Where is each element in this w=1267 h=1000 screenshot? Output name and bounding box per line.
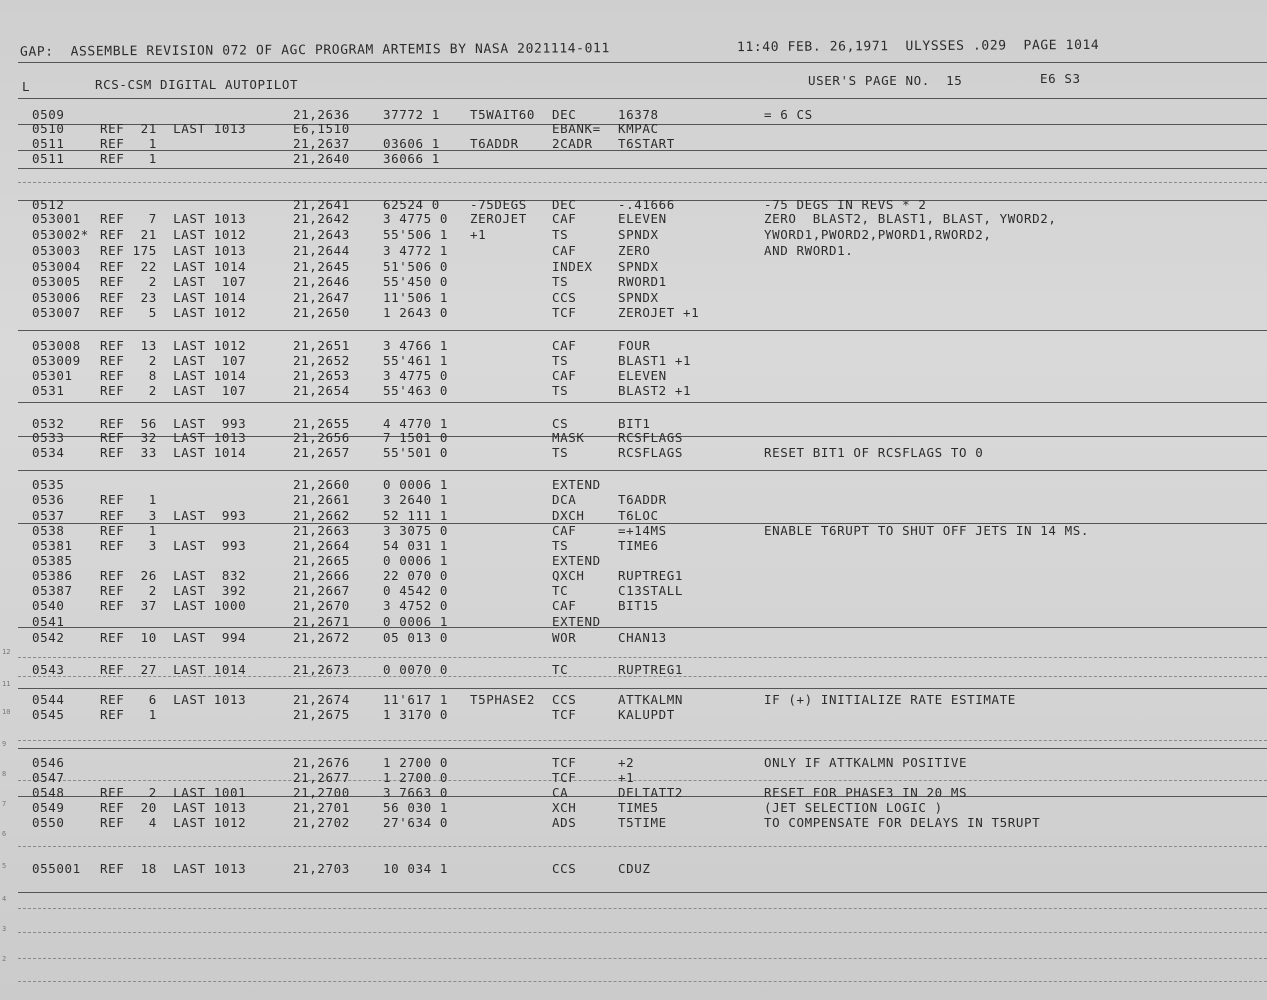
row-op: TS xyxy=(552,226,569,242)
row-operand: T6ADDR xyxy=(618,492,667,508)
row-op: QXCH xyxy=(552,568,585,584)
row-operand: RUPTREG1 xyxy=(618,568,684,584)
row-addr: 21,2666 xyxy=(293,568,350,584)
row-operand: SPNDX xyxy=(618,258,659,274)
row-addr: 21,2645 xyxy=(293,258,350,274)
row-addr: 21,2642 xyxy=(293,210,350,226)
row-word: 0 0006 1 xyxy=(383,477,449,493)
listing-timestamp: 11:40 FEB. 26,1971 ULYSSES .029 PAGE 1014 xyxy=(736,37,1100,56)
form-rule-dashed xyxy=(18,182,1267,183)
row-comment: = 6 CS xyxy=(764,107,813,122)
row-op: TC xyxy=(552,583,569,599)
row-addr: 21,2664 xyxy=(293,538,350,554)
row-line: 053007 xyxy=(32,304,81,320)
row-op: DXCH xyxy=(552,508,585,524)
row-ref: REF 1 xyxy=(100,492,157,508)
form-rule xyxy=(18,402,1267,403)
row-word: 11'617 1 xyxy=(383,692,449,708)
row-line: 0531 xyxy=(32,382,65,398)
row-addr: 21,2644 xyxy=(293,242,350,258)
row-operand: BIT15 xyxy=(618,598,659,614)
row-addr: 21,2672 xyxy=(293,630,350,646)
row-operand: T6LOC xyxy=(618,508,659,524)
form-rule-dashed xyxy=(18,908,1267,909)
row-operand: ELEVEN xyxy=(618,367,667,383)
row-word: 36066 1 xyxy=(383,150,440,166)
row-op: TCF xyxy=(552,304,577,320)
row-addr: 21,2701 xyxy=(293,799,350,815)
row-label: +1 xyxy=(470,226,487,242)
row-operand: RCSFLAGS xyxy=(618,445,684,461)
row-line: 0548 xyxy=(32,784,65,800)
row-line: 0533 xyxy=(32,430,65,446)
row-op: INDEX xyxy=(552,258,593,274)
row-ref: REF 2 LAST 107 xyxy=(100,382,247,398)
row-operand: TIME5 xyxy=(618,799,659,815)
row-operand: C13STALL xyxy=(618,583,684,599)
row-operand: ATTKALMN xyxy=(618,692,684,708)
row-line: 053005 xyxy=(32,273,81,289)
row-word: 3 4775 0 xyxy=(383,210,449,226)
section-title: RCS-CSM DIGITAL AUTOPILOT xyxy=(95,77,299,92)
row-addr: 21,2661 xyxy=(293,492,350,508)
row-ref: REF 1 xyxy=(100,523,157,539)
row-line: 0537 xyxy=(32,508,65,524)
row-word: 10 034 1 xyxy=(383,860,449,876)
row-comment: ENABLE T6RUPT TO SHUT OFF JETS IN 14 MS. xyxy=(764,523,1090,539)
row-ref: REF 8 LAST 1014 xyxy=(100,367,247,383)
row-ref: REF 6 LAST 1013 xyxy=(100,692,247,708)
row-ref: REF 22 LAST 1014 xyxy=(100,258,247,274)
row-ref: REF 2 LAST 392 xyxy=(100,583,247,599)
row-op: CAF xyxy=(552,210,577,226)
row-line: 0509 xyxy=(32,107,65,122)
row-ref: REF 2 LAST 1001 xyxy=(100,784,247,800)
row-op: TC xyxy=(552,662,569,678)
row-ref: REF 10 LAST 994 xyxy=(100,630,247,646)
row-ref: REF 5 LAST 1012 xyxy=(100,304,247,320)
row-ref: REF 27 LAST 1014 xyxy=(100,662,247,678)
margin-number: 5 xyxy=(2,862,7,870)
margin-number: 6 xyxy=(2,830,7,838)
row-line: 053002* xyxy=(32,226,89,242)
margin-number: 9 xyxy=(2,740,7,748)
row-addr: 21,2702 xyxy=(293,814,350,830)
row-addr: 21,2703 xyxy=(293,860,350,876)
form-rule-dashed xyxy=(18,846,1267,847)
row-label: T6ADDR xyxy=(470,135,519,151)
margin-number: 7 xyxy=(2,800,7,808)
listing-title: GAP: ASSEMBLE REVISION 072 OF AGC PROGRAM ARTEMIS BY NASA 2021114-011 xyxy=(19,41,610,60)
margin-number: 4 xyxy=(2,895,7,903)
row-ref: REF 13 LAST 1012 xyxy=(100,337,247,353)
row-line: 0534 xyxy=(32,445,65,461)
row-comment: -75 DEGS IN REVS * 2 xyxy=(764,196,927,212)
row-line: 0510 xyxy=(32,120,65,136)
row-ref: REF 1 xyxy=(100,135,157,151)
row-addr: 21,2640 xyxy=(293,150,350,166)
row-word: 05 013 0 xyxy=(383,630,449,646)
row-addr: 21,2700 xyxy=(293,784,350,800)
row-ref: REF 2 LAST 107 xyxy=(100,273,247,289)
row-word: 56 030 1 xyxy=(383,799,449,815)
row-word: 0 4542 0 xyxy=(383,583,449,599)
row-ref: REF 56 LAST 993 xyxy=(100,415,247,431)
row-op: EBANK= xyxy=(552,120,601,136)
row-operand: +2 xyxy=(618,755,635,770)
row-ref: REF 2 LAST 107 xyxy=(100,352,247,368)
row-word: 27'634 0 xyxy=(383,814,449,830)
row-word: 4 4770 1 xyxy=(383,415,449,431)
row-word: 62524 0 xyxy=(383,196,440,212)
row-comment: RESET BIT1 OF RCSFLAGS TO 0 xyxy=(764,445,984,461)
row-line: 053008 xyxy=(32,337,81,353)
row-op: DEC xyxy=(552,196,577,212)
row-ref: REF 20 LAST 1013 xyxy=(100,799,247,815)
row-op: DCA xyxy=(552,492,577,508)
row-addr: 21,2675 xyxy=(293,707,350,723)
row-word: 3 4766 1 xyxy=(383,337,449,353)
row-op: TS xyxy=(552,273,569,289)
row-word: 3 4772 1 xyxy=(383,242,449,258)
row-op: 2CADR xyxy=(552,135,593,151)
row-line: 0550 xyxy=(32,814,65,830)
row-op: TS xyxy=(552,445,569,461)
row-operand: ELEVEN xyxy=(618,210,667,226)
row-addr: 21,2657 xyxy=(293,445,350,461)
form-rule xyxy=(18,330,1267,331)
row-op: CCS xyxy=(552,692,577,708)
row-word: 22 070 0 xyxy=(383,568,449,584)
row-label: -75DEGS xyxy=(470,196,527,212)
row-operand: DELTATT2 xyxy=(618,784,684,800)
row-operand: CDUZ xyxy=(618,860,651,876)
row-operand: BLAST1 +1 xyxy=(618,352,692,368)
row-line: 0535 xyxy=(32,477,65,493)
row-word: 1 2700 0 xyxy=(383,755,449,770)
row-addr: 21,2646 xyxy=(293,273,350,289)
row-addr: 21,2656 xyxy=(293,430,350,446)
form-rule xyxy=(18,892,1267,893)
row-operand: SPNDX xyxy=(618,226,659,242)
row-operand: SPNDX xyxy=(618,289,659,305)
section-code: L xyxy=(22,79,31,94)
row-operand: TIME6 xyxy=(618,538,659,554)
row-op: TCF xyxy=(552,707,577,723)
row-addr: 21,2667 xyxy=(293,583,350,599)
row-op: TCF xyxy=(552,769,577,785)
row-word: 0 0006 1 xyxy=(383,614,449,630)
row-addr: 21,2652 xyxy=(293,352,350,368)
row-ref: REF 1 xyxy=(100,150,157,166)
row-comment: IF (+) INITIALIZE RATE ESTIMATE xyxy=(764,692,1016,708)
row-addr: E6,1510 xyxy=(293,120,350,136)
row-addr: 21,2654 xyxy=(293,382,350,398)
row-ref: REF 175 LAST 1013 xyxy=(100,242,247,258)
row-ref: REF 18 LAST 1013 xyxy=(100,860,247,876)
row-word: 55'450 0 xyxy=(383,273,449,289)
row-comment: TO COMPENSATE FOR DELAYS IN T5RUPT xyxy=(764,814,1041,830)
row-word: 3 4752 0 xyxy=(383,598,449,614)
row-line: 05381 xyxy=(32,538,73,554)
margin-number: 12 xyxy=(2,648,11,656)
row-ref: REF 32 LAST 1013 xyxy=(100,430,247,446)
row-label: T5PHASE2 xyxy=(470,692,536,708)
row-ref: REF 1 xyxy=(100,707,157,723)
row-addr: 21,2660 xyxy=(293,477,350,493)
row-operand: CHAN13 xyxy=(618,630,667,646)
margin-number: 2 xyxy=(2,955,7,963)
row-ref: REF 21 LAST 1012 xyxy=(100,226,247,242)
row-line: 0532 xyxy=(32,415,65,431)
row-op: CAF xyxy=(552,598,577,614)
row-addr: 21,2655 xyxy=(293,415,350,431)
row-line: 0543 xyxy=(32,662,65,678)
row-line: 0511 xyxy=(32,135,65,151)
form-rule xyxy=(18,98,1267,99)
row-word: 1 2700 0 xyxy=(383,769,449,785)
margin-number: 8 xyxy=(2,770,7,778)
form-rule xyxy=(18,168,1267,169)
row-operand: 16378 xyxy=(618,107,659,122)
row-op: CCS xyxy=(552,289,577,305)
row-word: 3 4775 0 xyxy=(383,367,449,383)
row-line: 05385 xyxy=(32,553,73,569)
row-operand: T5TIME xyxy=(618,814,667,830)
form-rule-dashed xyxy=(18,981,1267,982)
row-line: 0544 xyxy=(32,692,65,708)
row-line: 053006 xyxy=(32,289,81,305)
row-line: 0536 xyxy=(32,492,65,508)
row-line: 0512 xyxy=(32,196,65,212)
form-rule-dashed xyxy=(18,780,1267,781)
row-comment: (JET SELECTION LOGIC ) xyxy=(764,799,943,815)
row-op: CAF xyxy=(552,367,577,383)
row-addr: 21,2677 xyxy=(293,769,350,785)
row-line: 0545 xyxy=(32,707,65,723)
row-op: CAF xyxy=(552,242,577,258)
row-word: 03606 1 xyxy=(383,135,440,151)
row-comment: AND RWORD1. xyxy=(764,242,854,258)
row-operand: KMPAC xyxy=(618,120,659,136)
row-addr: 21,2653 xyxy=(293,367,350,383)
row-word: 7 1501 0 xyxy=(383,430,449,446)
form-rule xyxy=(18,627,1267,628)
row-line: 053009 xyxy=(32,352,81,368)
row-line: 0538 xyxy=(32,523,65,539)
row-operand: -.41666 xyxy=(618,196,675,212)
form-rule-dashed xyxy=(18,932,1267,933)
row-line: 05386 xyxy=(32,568,73,584)
row-word: 51'506 0 xyxy=(383,258,449,274)
row-comment: ONLY IF ATTKALMN POSITIVE xyxy=(764,755,968,770)
row-op: CS xyxy=(552,415,569,431)
row-addr: 21,2673 xyxy=(293,662,350,678)
form-rule xyxy=(18,62,1267,63)
row-ref: REF 26 LAST 832 xyxy=(100,568,247,584)
row-ref: REF 21 LAST 1013 xyxy=(100,120,247,136)
row-operand: BLAST2 +1 xyxy=(618,382,692,398)
row-operand: ZERO xyxy=(618,242,651,258)
row-word: 0 0070 0 xyxy=(383,662,449,678)
row-addr: 21,2650 xyxy=(293,304,350,320)
row-ref: REF 3 LAST 993 xyxy=(100,538,247,554)
row-line: 05301 xyxy=(32,367,73,383)
row-op: CCS xyxy=(552,860,577,876)
margin-number: 11 xyxy=(2,680,11,688)
row-op: CAF xyxy=(552,337,577,353)
row-line: 0549 xyxy=(32,799,65,815)
row-addr: 21,2636 xyxy=(293,107,350,122)
row-line: 0547 xyxy=(32,769,65,785)
row-line: 053001 xyxy=(32,210,81,226)
row-operand: ZEROJET +1 xyxy=(618,304,700,320)
row-op: MASK xyxy=(552,430,585,446)
row-operand: KALUPDT xyxy=(618,707,675,723)
row-line: 0546 xyxy=(32,755,65,770)
form-rule-dashed xyxy=(18,740,1267,741)
row-word: 1 2643 0 xyxy=(383,304,449,320)
row-line: 0541 xyxy=(32,614,65,630)
row-addr: 21,2671 xyxy=(293,614,350,630)
row-op: CAF xyxy=(552,523,577,539)
form-rule xyxy=(18,688,1267,689)
row-word: 3 2640 1 xyxy=(383,492,449,508)
page-code: E6 S3 xyxy=(1040,71,1081,86)
row-comment: RESET FOR PHASE3 IN 20 MS xyxy=(764,784,968,800)
form-rule-dashed xyxy=(18,958,1267,959)
row-ref: REF 23 LAST 1014 xyxy=(100,289,247,305)
row-label: ZEROJET xyxy=(470,210,527,226)
row-operand: RCSFLAGS xyxy=(618,430,684,446)
row-word: 3 7663 0 xyxy=(383,784,449,800)
row-word: 3 3075 0 xyxy=(383,523,449,539)
row-line: 055001 xyxy=(32,860,81,876)
row-word: 11'506 1 xyxy=(383,289,449,305)
margin-number: 10 xyxy=(2,708,11,716)
row-addr: 21,2676 xyxy=(293,755,350,770)
row-line: 0511 xyxy=(32,150,65,166)
row-ref: REF 7 LAST 1013 xyxy=(100,210,247,226)
row-comment: ZERO BLAST2, BLAST1, BLAST, YWORD2, xyxy=(764,210,1057,226)
row-op: WOR xyxy=(552,630,577,646)
form-rule xyxy=(18,470,1267,471)
row-word: 55'463 0 xyxy=(383,382,449,398)
user-page-number: USER'S PAGE NO. 15 xyxy=(808,73,963,88)
row-op: TCF xyxy=(552,755,577,770)
row-operand: RWORD1 xyxy=(618,273,667,289)
form-rule-dashed xyxy=(18,657,1267,658)
row-addr: 21,2647 xyxy=(293,289,350,305)
row-op: TS xyxy=(552,352,569,368)
row-ref: REF 4 LAST 1012 xyxy=(100,814,247,830)
row-op: EXTEND xyxy=(552,553,601,569)
row-addr: 21,2641 xyxy=(293,196,350,212)
row-op: DEC xyxy=(552,107,577,122)
row-word: 37772 1 xyxy=(383,107,440,122)
row-label: T5WAIT60 xyxy=(470,107,536,122)
row-ref: REF 33 LAST 1014 xyxy=(100,445,247,461)
row-word: 55'501 0 xyxy=(383,445,449,461)
row-addr: 21,2670 xyxy=(293,598,350,614)
row-addr: 21,2643 xyxy=(293,226,350,242)
row-word: 55'461 1 xyxy=(383,352,449,368)
row-addr: 21,2637 xyxy=(293,135,350,151)
row-addr: 21,2662 xyxy=(293,508,350,524)
row-line: 053004 xyxy=(32,258,81,274)
row-operand: =+14MS xyxy=(618,523,667,539)
row-word: 0 0006 1 xyxy=(383,553,449,569)
row-addr: 21,2665 xyxy=(293,553,350,569)
row-addr: 21,2674 xyxy=(293,692,350,708)
row-line: 0540 xyxy=(32,598,65,614)
row-operand: T6START xyxy=(618,135,675,151)
row-comment: YWORD1,PWORD2,PWORD1,RWORD2, xyxy=(764,226,992,242)
row-op: XCH xyxy=(552,799,577,815)
row-operand: BIT1 xyxy=(618,415,651,431)
row-operand: RUPTREG1 xyxy=(618,662,684,678)
row-line: 0542 xyxy=(32,630,65,646)
row-operand: FOUR xyxy=(618,337,651,353)
row-line: 05387 xyxy=(32,583,73,599)
row-line: 053003 xyxy=(32,242,81,258)
row-op: EXTEND xyxy=(552,477,601,493)
row-word: 1 3170 0 xyxy=(383,707,449,723)
form-rule xyxy=(18,748,1267,749)
row-word: 52 111 1 xyxy=(383,508,449,524)
row-op: ADS xyxy=(552,814,577,830)
row-addr: 21,2651 xyxy=(293,337,350,353)
row-ref: REF 3 LAST 993 xyxy=(100,508,247,524)
row-ref: REF 37 LAST 1000 xyxy=(100,598,247,614)
margin-number: 3 xyxy=(2,925,7,933)
row-op: TS xyxy=(552,382,569,398)
row-word: 54 031 1 xyxy=(383,538,449,554)
row-op: CA xyxy=(552,784,569,800)
row-word: 55'506 1 xyxy=(383,226,449,242)
row-op: EXTEND xyxy=(552,614,601,630)
row-op: TS xyxy=(552,538,569,554)
row-addr: 21,2663 xyxy=(293,523,350,539)
row-operand: +1 xyxy=(618,769,635,785)
